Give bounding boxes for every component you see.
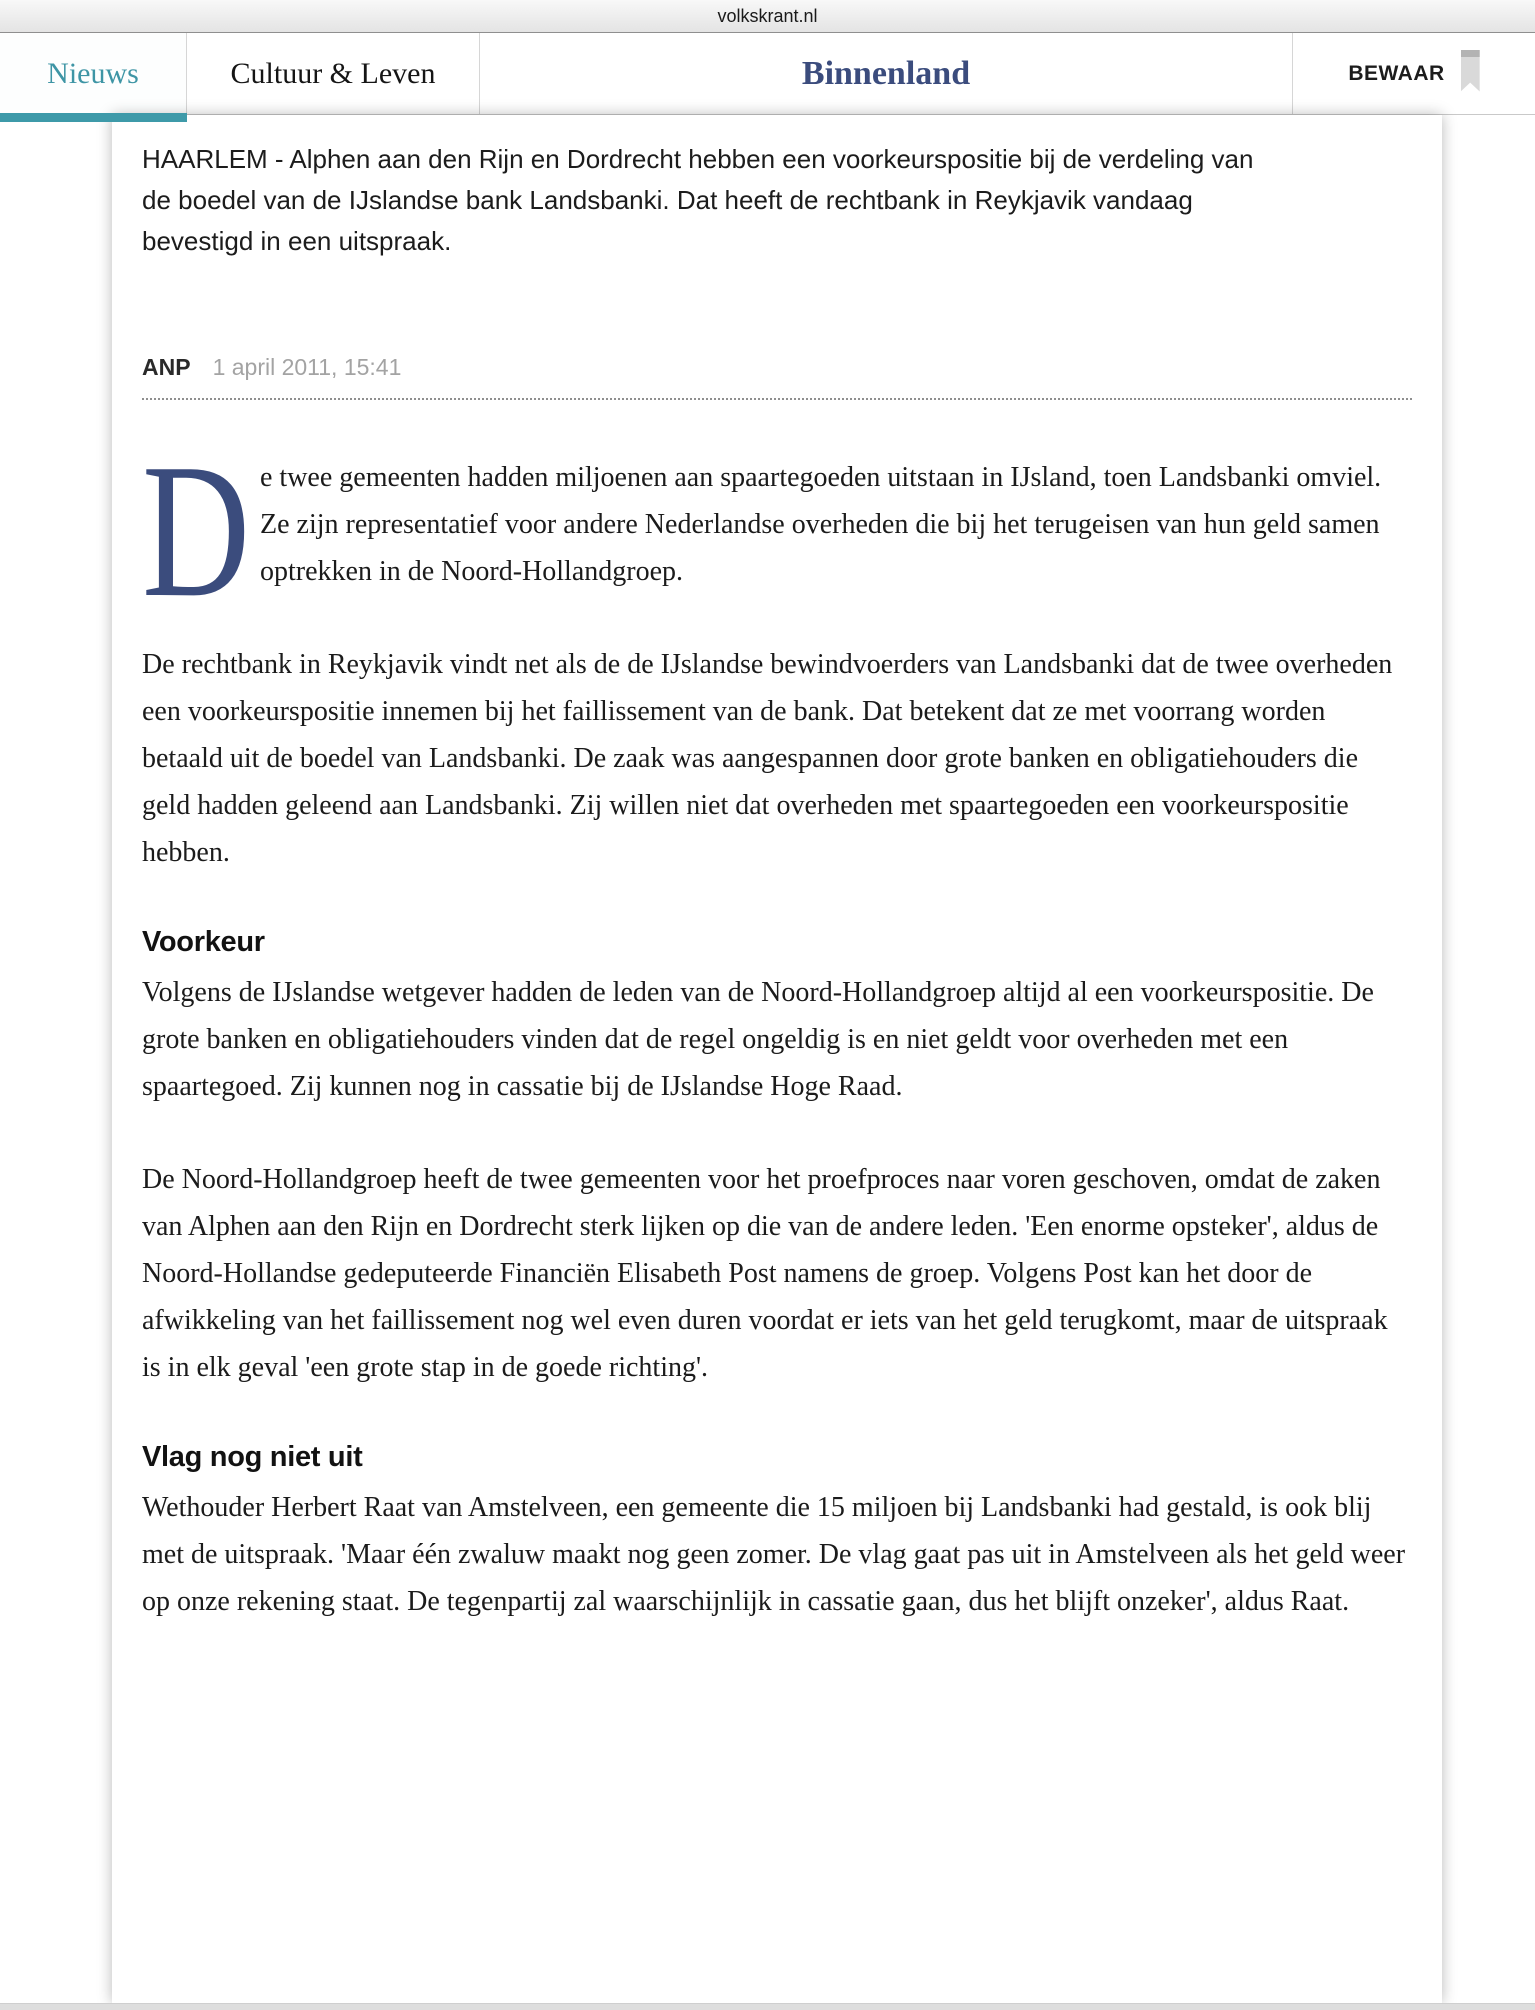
drop-cap: D (142, 424, 251, 637)
article-paragraph-1 (142, 424, 1412, 637)
article-paragraph-4: De Noord-Hollandgroep heeft de twee gemeenten voor het proefproces naar voren geschoven, omdat de zaken van Alphen aan den Rijn en Dordrecht sterk lijken op die van de andere leden. 'Een enorme opsteker', aldus de Noord-Hollandse gedeputeerde Financiën Elisabeth Post namens de groep. Volgens Post kan het door de afwikkeling van het faillissement nog wel even duren voordat er iets van het geld terugkomt, maar de uitspraak is in elk geval 'een grote stap in de goede richting'. (142, 1164, 1388, 1383)
section-heading-voorkeur: Voorkeur (142, 926, 265, 958)
section-heading-vlag: Vlag nog niet uit (142, 1441, 363, 1473)
article-paragraph-2: De rechtbank in Reykjavik vindt net als de de IJslandse bewindvoerders van Landsbanki dat de twee overheden een voorkeurspositie innemen bij het faillissement van de bank. Dat betekent dat ze met voorrang worden betaald uit de boedel van Landsbanki. De zaak was aangespannen door grote banken en obligatiehouders die geld hadden geleend aan Landsbanki. Zij willen niet dat overheden met spaartegoeden een voorkeurspositie hebben. (142, 649, 1393, 868)
site-nav (0, 33, 1535, 115)
save-button-label: BEWAAR (1348, 61, 1445, 85)
article-panel (112, 115, 1442, 2003)
tab-cultuur-leven-label: Cultuur & Leven (230, 56, 436, 90)
byline-datetime: 1 april 2011, 15:41 (212, 354, 402, 380)
active-tab-indicator (0, 113, 187, 122)
byline (142, 354, 1412, 381)
article-paragraph-1-text: e twee gemeenten hadden miljoenen aan spaartegoeden uitstaan in IJsland, toen Landsbanki omviel. Ze zijn representatief voor andere Nederlandse overheden die bij het terugeisen van hun geld samen optrekken in de Noord-Hollandgroep. (260, 462, 1382, 587)
dotted-divider (142, 398, 1412, 400)
browser-top-bar (0, 0, 1535, 33)
article-paragraph-3: Volgens de IJslandse wetgever hadden de leden van de Noord-Hollandgroep altijd al een voorkeurspositie. De grote banken en obligatiehouders vinden dat de regel ongeldig is en niet geldt voor overheden met een spaartegoed. Zij kunnen nog in cassatie bij de IJslandse Hoge Raad. (142, 977, 1374, 1102)
address-url[interactable]: volkskrant.nl (717, 5, 818, 26)
tab-cultuur-leven[interactable] (187, 33, 480, 114)
tab-nieuws[interactable] (0, 33, 187, 114)
article-lead: HAARLEM - Alphen aan den Rijn en Dordrecht hebben een voorkeurspositie bij de verdeling van de boedel van de IJslandse bank Landsbanki. Dat heeft de rechtbank in Reykjavik vandaag bevestigd in een uitspraak. (142, 144, 1254, 256)
page-bottom-edge (0, 2003, 1535, 2010)
section-title: Binnenland (801, 54, 971, 92)
bookmark-icon (1461, 50, 1480, 92)
article-paragraph-5: Wethouder Herbert Raat van Amstelveen, een gemeente die 15 miljoen bij Landsbanki had gestald, is ook blij met de uitspraak. 'Maar één zwaluw maakt nog geen zomer. De vlag gaat pas uit in Amstelveen als het geld weer op onze rekening staat. De tegenpartij zal waarschijnlijk in cassatie gaan, dus het blijft onzeker', aldus Raat. (142, 1492, 1406, 1617)
save-article-button[interactable] (1292, 33, 1535, 114)
tab-nieuws-label: Nieuws (47, 56, 139, 90)
byline-agency: ANP (142, 354, 191, 380)
